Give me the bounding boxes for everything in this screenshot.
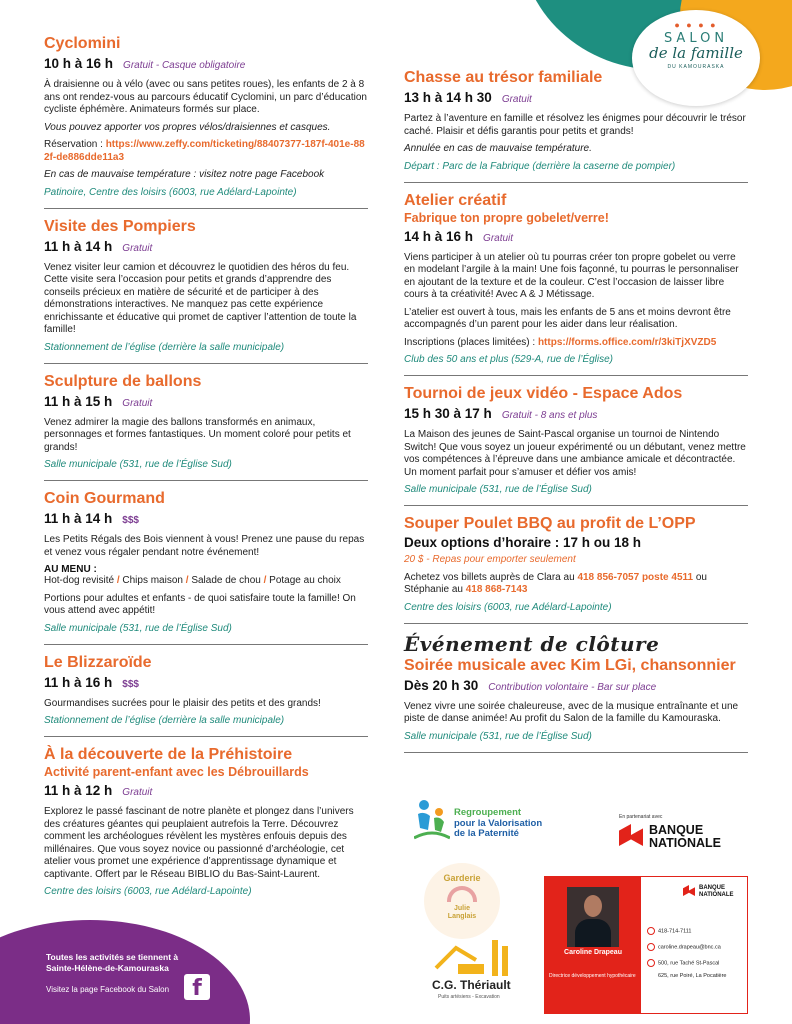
event-price: Gratuit: [122, 787, 153, 798]
card-address-1: 500, rue Taché St-Pascal: [647, 959, 719, 967]
event-location: Départ : Parc de la Fabrique (derrière la caserne de pompier): [404, 160, 676, 172]
event-title: À la découverte de la Préhistoire: [44, 746, 293, 763]
event-location: Salle municipale (531, rue de l’Église Sud): [44, 622, 232, 634]
left-column: [44, 34, 368, 915]
event-blizzaroide: [44, 653, 368, 738]
event-description: Achetez vos billets auprès de Clara au 418 856-7057 poste 4511 ou Stéphanie au 418 868-7143: [404, 571, 707, 595]
event-subtitle: Activité parent-enfant avec les Débrouillards: [44, 765, 309, 779]
rainbow-icon: [447, 886, 477, 902]
event-tournoi-jeux: [404, 384, 748, 506]
event-location: Stationnement de l’église (derrière la salle municipale): [44, 715, 285, 726]
event-description: La Maison des jeunes de Saint-Pascal organise un tournoi de Nintendo Switch! Que vous soyez un joueur expérimenté ou un débutant, venez mettre vos compétences à l’épreuve dans une ambiance amicale et décontractée. Un moment parfait pour s’amuser et défier vos amis!: [404, 429, 746, 478]
event-location: Salle municipale (531, rue de l’Église Sud): [44, 459, 232, 470]
garderie-logo: Garderie Julie Langlais: [424, 863, 500, 939]
event-title: Coin Gourmand: [44, 490, 165, 507]
registration-link[interactable]: https://forms.office.com/r/3kiTjXVZD5: [537, 336, 717, 348]
event-title: Souper Poulet BBQ au profit de L’OPP: [404, 515, 696, 532]
event-description: Viens participer à un atelier où tu pourras créer ton propre gobelet ou verre en modelant l’argile à la main! Une fois façonné, tu pourras le personnaliser en ajoutant de la texture et de la couleur. C’est l’occasion de laisser libre cours à ta créativité! Avec A & J Métissage.: [404, 251, 739, 300]
menu-item: Chips maison: [122, 575, 183, 586]
phone-clara[interactable]: 418 856-7057 poste 4511: [577, 571, 694, 583]
event-price: Gratuit: [501, 94, 532, 105]
event-description: Gourmandises sucrées pour le plaisir des petits et des grands!: [44, 697, 321, 709]
menu-heading: AU MENU :: [44, 564, 97, 575]
event-time: 15 h 30 à 17 h: [404, 406, 492, 421]
registration-label: Inscriptions (places limitées) :: [404, 336, 536, 348]
event-chasse-tresor: [404, 68, 748, 183]
bn-flag-icon: [683, 885, 695, 896]
event-title: Chasse au trésor familiale: [404, 69, 603, 86]
event-description: Venez vivre une soirée chaleureuse, avec de la musique entraînante et une piste de danse animée! Au profit du Salon de la famille du Kamouraska.: [404, 700, 739, 724]
facebook-cta[interactable]: Visitez la page Facebook du Salon: [46, 985, 170, 994]
family-figures-icon: ● ● ● ●: [674, 20, 718, 30]
event-title: Atelier créatif: [404, 191, 507, 209]
event-location: Centre des loisirs (6003, rue Adélard-Lapointe): [44, 886, 252, 897]
event-cloture: [404, 632, 748, 753]
event-title: Tournoi de jeux vidéo - Espace Ados: [404, 385, 683, 402]
event-time: 11 h à 12 h: [44, 783, 113, 798]
event-description: À draisienne ou à vélo (avec ou sans petites roues), les enfants de 2 à 8 ans ont rendez-vous au parcours éducatif Cyclomini, un parc d’éducation cycliste éphémère. Animateurs formés sur place.: [44, 79, 367, 115]
event-note: L’atelier est ouvert à tous, mais les enfants de 5 ans et moins devront être accompagnés d’un parent pour les aider dans leur réalisation.: [404, 306, 731, 330]
banque-nationale-logo: BANQUE NATIONALE: [619, 822, 754, 852]
event-price: $$$: [122, 515, 139, 526]
partner-label: En partenariat avec: [619, 814, 663, 820]
event-description: Les Petits Régals des Bois viennent à vous! Prenez une pause du repas et venez vous régaler pendant notre événement!: [44, 534, 365, 558]
salon-logo: ● ● ● ● SALON de la famille DU KAMOURASKA: [632, 10, 760, 106]
menu-item: Hot-dog revisité: [44, 575, 115, 586]
event-description: Venez admirer la magie des ballons transformés en animaux, personnages et formes fantastiques. Un moment coloré pour petits et grands!: [44, 416, 351, 453]
event-price: Contribution volontaire - Bar sur place: [488, 681, 657, 693]
event-price: Gratuit: [122, 397, 153, 409]
event-time: 10 h à 16 h: [44, 56, 114, 71]
event-time: 11 h à 14 h: [44, 238, 113, 254]
rvp-logo: Regroupement pour la Valorisation de la Paternité: [414, 798, 574, 842]
card-phone: 418-714-7111: [647, 927, 691, 935]
event-time: Dès 20 h 30: [404, 677, 479, 693]
menu-item: Potage au choix: [269, 575, 341, 586]
cg-theriault-logo: C.G. Thériault Puits artésiens - Excavation: [432, 938, 542, 1002]
event-souper-bbq: [404, 514, 748, 624]
event-note: Vous pouvez apporter vos propres vélos/draisiennes et casques.: [44, 121, 331, 133]
event-description: Explorez le passé fascinant de notre planète et plongez dans l’univers des créatures géantes qui peuplaient autrefois la Terre. Découvrez comment les archéologues révèlent les mystères enfouis depuis des millénaires. Que vous soyez novice ou passionné d’archéologie, cet atelier vous promet une expérience d’apprentissage dynamique et captivante. Offert par le Réseau BIBLIO du Bas-Saint-Laurent.: [44, 806, 354, 880]
event-time: 13 h à 14 h 30: [404, 90, 492, 105]
sponsors-area: [404, 788, 754, 1018]
reservation-link[interactable]: https://www.zeffy.com/ticketing/88407377-187f-401e-882f-de886dde11a3: [44, 139, 365, 163]
event-coin-gourmand: [44, 489, 368, 645]
event-title: Le Blizzaroïde: [44, 653, 152, 671]
event-time: 11 h à 15 h: [44, 393, 113, 409]
event-title: Cyclomini: [44, 35, 121, 52]
menu-item: Salade de chou: [191, 575, 261, 586]
closing-heading: Événement de clôture: [404, 631, 660, 656]
card-email: caroline.drapeau@bnc.ca: [647, 943, 721, 951]
event-atelier-creatif: [404, 191, 748, 377]
advisor-name: Caroline Drapeau: [564, 949, 622, 956]
event-location: Club des 50 ans et plus (529-A, rue de l’Église): [404, 354, 614, 365]
event-price: $$$: [122, 678, 139, 690]
event-time: 11 h à 14 h: [44, 511, 113, 526]
event-ballons: [44, 372, 368, 482]
event-location: Salle municipale (531, rue de l’Église Sud): [404, 484, 592, 495]
event-location: Patinoire, Centre des loisirs (6003, rue Adélard-Lapointe): [44, 186, 297, 198]
reservation-label: Réservation :: [44, 139, 103, 150]
bn-flag-icon: [619, 824, 643, 846]
event-time: 14 h à 16 h: [404, 228, 474, 244]
event-location: Stationnement de l’église (derrière la salle municipale): [44, 341, 285, 353]
event-price: Gratuit - 8 ans et plus: [501, 410, 598, 421]
event-location: Centre des loisirs (6003, rue Adélard-Lapointe): [404, 601, 612, 613]
event-price: 20 $ - Repas pour emporter seulement: [404, 554, 576, 565]
event-price: Gratuit - Casque obligatoire: [123, 60, 246, 71]
right-column: [404, 68, 748, 761]
event-note: Portions pour adultes et enfants - de quoi satisfaire toute la famille! On vous attend avec appétit!: [44, 592, 356, 616]
event-price: Gratuit: [122, 242, 153, 254]
footer-text: Toutes les activités se tiennent à Sainte-Hélène-de-Kamouraska Visitez la page Facebook du Salon: [46, 952, 236, 994]
phone-icon: [647, 927, 655, 935]
menu-list: Hot-dog revisité / Chips maison / Salade de chou / Potage au choix: [44, 575, 341, 586]
event-cyclomini: [44, 34, 368, 209]
event-time-options: Deux options d’horaire : 17 h ou 18 h: [404, 535, 642, 550]
card-address-2: 625, rue Poiré, La Pocatière: [658, 973, 727, 979]
event-title: Soirée musicale avec Kim LGi, chansonnier: [404, 656, 736, 674]
parent-child-icon: [414, 798, 450, 842]
phone-stephanie[interactable]: 418 868-7143: [465, 584, 528, 595]
facebook-icon[interactable]: f: [184, 974, 210, 1000]
event-title: Visite des Pompiers: [44, 217, 196, 235]
advisor-photo: [567, 887, 619, 947]
event-title: Sculpture de ballons: [44, 372, 202, 390]
event-price: Gratuit: [483, 232, 514, 244]
event-time: 11 h à 16 h: [44, 674, 113, 690]
reservation: [44, 139, 368, 164]
business-card: Caroline Drapeau Directrice développement hypothécaire BANQUE NATIONALE 418-714-7111 caroline.drapeau@bnc.ca 500, rue Taché St-Pascal 625, rue Poiré, La Pocatière: [544, 876, 748, 1014]
location-icon: [647, 959, 655, 967]
excavator-icon: [432, 938, 536, 978]
event-note: Annulée en cas de mauvaise température.: [404, 143, 592, 154]
event-prehistoire: [44, 745, 368, 907]
email-icon: [647, 943, 655, 951]
event-pompiers: [44, 217, 368, 364]
event-description: Partez à l’aventure en famille et résolvez les énigmes pour découvrir le trésor caché. Plaisir et défis garantis pour petits et grands!: [404, 113, 746, 137]
registration: [404, 337, 748, 350]
event-subtitle: Fabrique ton propre gobelet/verre!: [404, 210, 609, 225]
weather-note: En cas de mauvaise température : visitez notre page Facebook: [44, 169, 325, 180]
event-location: Salle municipale (531, rue de l’Église Sud): [404, 730, 592, 742]
advisor-title: Directrice développement hypothécaire: [549, 973, 636, 979]
event-description: Venez visiter leur camion et découvrez le quotidien des héros du feu. Cette visite sera l’occasion pour petits et grands d’apprendre des conseils précieux en matière de sécurité et de participer à des démonstrations interactives. Ne manquez pas cette expérience enrichissante et éducative qui promet de captiver l’attention de toute la famille!: [44, 261, 357, 335]
